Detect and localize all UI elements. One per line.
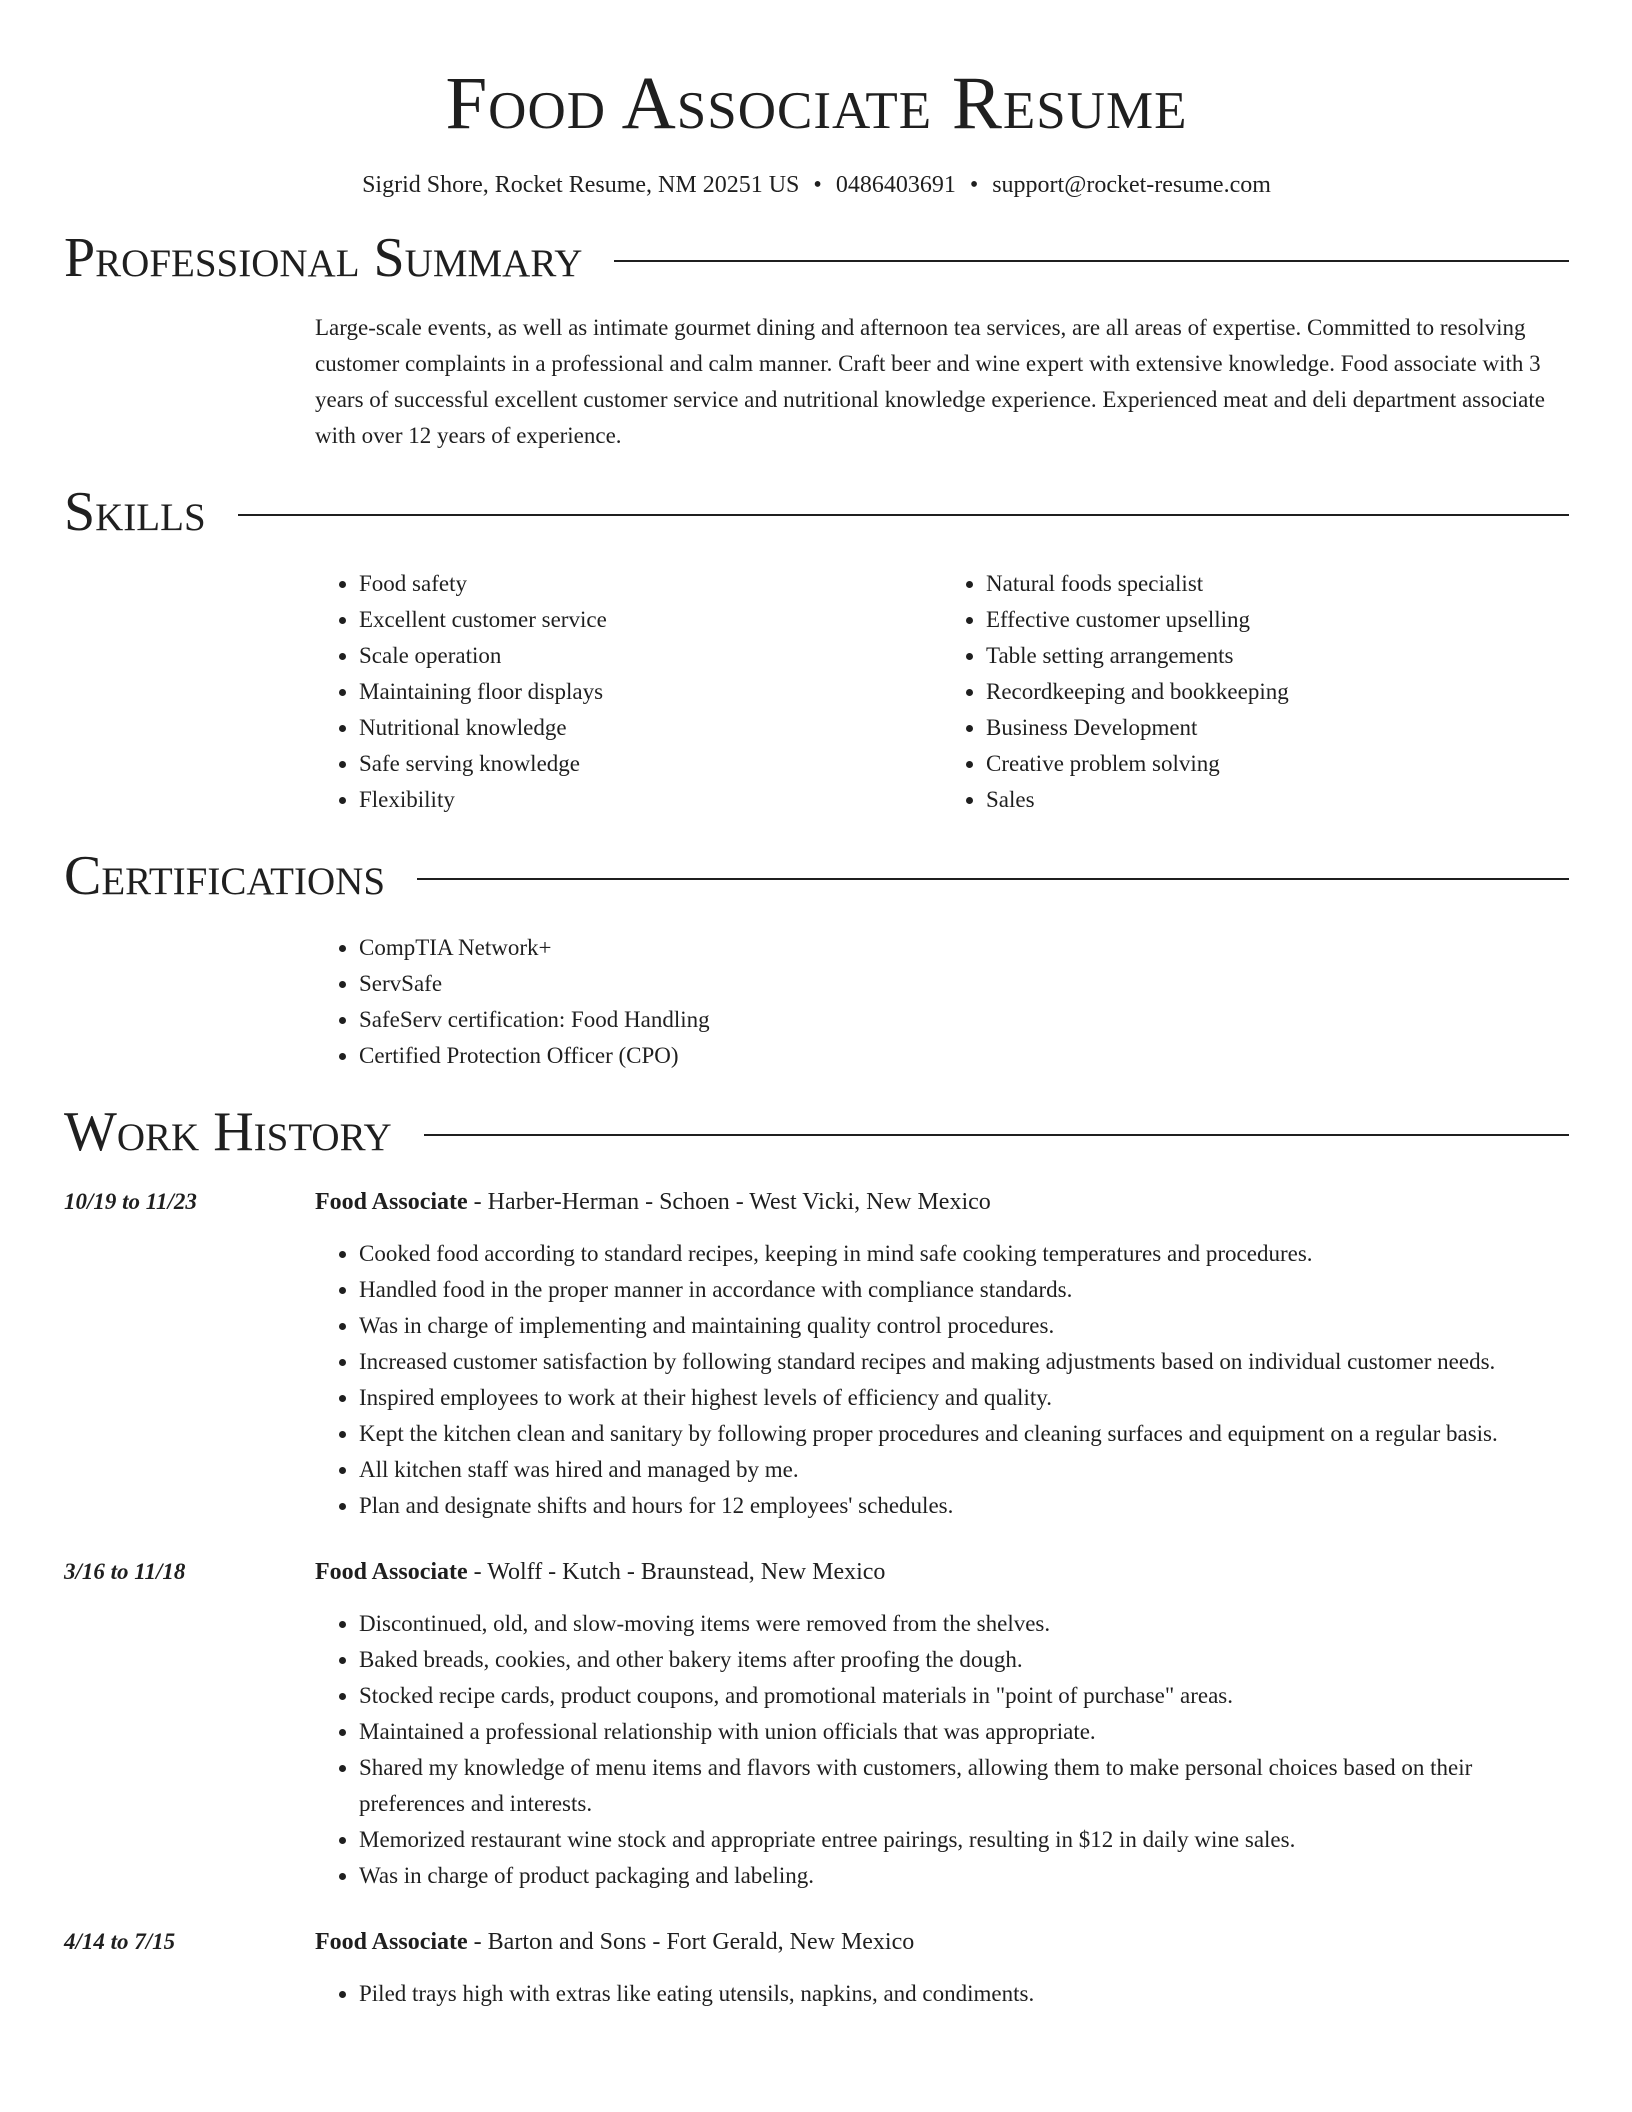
job-dates: 3/16 to 11/18 — [64, 1559, 186, 1584]
job-heading — [315, 1554, 1569, 1590]
job-dates: 10/19 to 11/23 — [64, 1189, 197, 1214]
job-role: Food Associate — [315, 1189, 468, 1215]
job-detail — [315, 1924, 1569, 2012]
job-dates: 4/14 to 7/15 — [64, 1929, 176, 1954]
job-duty-item: • Piled trays high with extras like eating utensils, napkins, and condiments. — [359, 1976, 1569, 2012]
section-divider — [614, 260, 1569, 262]
summary-text: Large-scale events, as well as intimate gourmet dining and afternoon tea services, are all areas of expertise. Committed to resolving customer complaints in a professional and calm manner. Craft beer and wine expert with extensive knowledge. Food associate with 3 years of successful excellent customer service and nutritional knowledge experience. Experienced meat and deli department associate with over 12 years of experience. — [315, 315, 1545, 448]
job-duty-item: • Cooked food according to standard recipes, keeping in mind safe cooking temperatures and procedures. — [359, 1236, 1569, 1272]
skills-list-right — [942, 566, 1569, 818]
skills-grid — [315, 566, 1569, 818]
job-employer-location: - Wolff - Kutch - Braunstead, New Mexico — [467, 1559, 886, 1585]
section-divider — [417, 878, 1569, 880]
skill-item: • Effective customer upselling — [986, 602, 1569, 638]
work-history-list — [64, 1184, 1569, 2012]
section-divider — [424, 1134, 1569, 1136]
skill-item: • Table setting arrangements — [986, 638, 1569, 674]
contact-line — [64, 170, 1569, 200]
job-duty-item: • All kitchen staff was hired and managed by me. — [359, 1452, 1569, 1488]
work-section-header — [64, 1100, 1569, 1164]
job-duty-item: • Discontinued, old, and slow-moving items were removed from the shelves. — [359, 1606, 1569, 1642]
job-detail — [315, 1554, 1569, 1894]
certification-item: • ServSafe — [359, 966, 1569, 1002]
skill-item: • Safe serving knowledge — [359, 746, 942, 782]
contact-phone: 0486403691 — [835, 172, 956, 198]
skills-section-header — [64, 480, 1569, 544]
skill-item: • Recordkeeping and bookkeeping — [986, 674, 1569, 710]
skill-item: • Sales — [986, 782, 1569, 818]
job-duty-item: • Baked breads, cookies, and other bakery items after proofing the dough. — [359, 1642, 1569, 1678]
summary-heading: Professional Summary — [64, 227, 583, 289]
skill-item: • Excellent customer service — [359, 602, 942, 638]
job-duty-item: • Maintained a professional relationship with union officials that was appropriate. — [359, 1714, 1569, 1750]
skill-item: • Creative problem solving — [986, 746, 1569, 782]
skills-list-left — [315, 566, 942, 818]
job-duty-item: • Plan and designate shifts and hours for 12 employees' schedules. — [359, 1488, 1569, 1524]
skill-item: • Scale operation — [359, 638, 942, 674]
job-employer-location: - Harber-Herman - Schoen - West Vicki, New Mexico — [467, 1189, 991, 1215]
skill-item: • Food safety — [359, 566, 942, 602]
contact-separator: • — [969, 172, 979, 198]
job-role: Food Associate — [315, 1929, 468, 1955]
job-entry — [64, 1184, 1569, 1524]
job-entry — [64, 1554, 1569, 1894]
skill-item: • Maintaining floor displays — [359, 674, 942, 710]
job-detail — [315, 1184, 1569, 1524]
certification-item: • SafeServ certification: Food Handling — [359, 1002, 1569, 1038]
job-duty-item: • Inspired employees to work at their highest levels of efficiency and quality. — [359, 1380, 1569, 1416]
contact-separator: • — [813, 172, 822, 198]
skill-item: • Flexibility — [359, 782, 942, 818]
job-duties-list — [315, 1606, 1569, 1894]
job-heading — [315, 1184, 1569, 1220]
skill-item: • Nutritional knowledge — [359, 710, 942, 746]
section-divider — [238, 514, 1569, 516]
certifications-section-header — [64, 844, 1569, 908]
job-duty-item: • Handled food in the proper manner in accordance with compliance standards. — [359, 1272, 1569, 1308]
skills-heading: Skills — [64, 481, 206, 543]
certifications-heading: Certifications — [64, 845, 386, 907]
job-duty-item: • Memorized restaurant wine stock and appropriate entree pairings, resulting in $12 in daily wine sales. — [359, 1822, 1569, 1858]
job-duty-item: • Kept the kitchen clean and sanitary by following proper procedures and cleaning surfaces and equipment on a regular basis. — [359, 1416, 1569, 1452]
resume-title: Food Associate Resume — [445, 62, 1188, 145]
certifications-block — [315, 930, 1569, 1074]
certification-item: • Certified Protection Officer (CPO) — [359, 1038, 1569, 1074]
job-duties-list — [315, 1976, 1569, 2012]
certification-item: • CompTIA Network+ — [359, 930, 1569, 966]
work-heading: Work History — [64, 1101, 392, 1163]
contact-address: Sigrid Shore, Rocket Resume, NM 20251 US — [362, 172, 800, 198]
job-duty-item: • Shared my knowledge of menu items and flavors with customers, allowing them to make personal choices based on their preferences and interests. — [359, 1750, 1569, 1822]
job-heading — [315, 1924, 1569, 1960]
skill-item: • Natural foods specialist — [986, 566, 1569, 602]
skill-item: • Business Development — [986, 710, 1569, 746]
job-employer-location: - Barton and Sons - Fort Gerald, New Mexico — [467, 1929, 915, 1955]
job-role: Food Associate — [315, 1559, 468, 1585]
job-duty-item: • Stocked recipe cards, product coupons, and promotional materials in "point of purchase" areas. — [359, 1678, 1569, 1714]
job-duties-list — [315, 1236, 1569, 1524]
job-duty-item: • Was in charge of implementing and maintaining quality control procedures. — [359, 1308, 1569, 1344]
job-duty-item: • Increased customer satisfaction by following standard recipes and making adjustments based on individual customer needs. — [359, 1344, 1569, 1380]
job-duty-item: • Was in charge of product packaging and labeling. — [359, 1858, 1569, 1894]
job-entry — [64, 1924, 1569, 2012]
summary-section-header — [64, 226, 1569, 290]
contact-email: support@rocket-resume.com — [992, 172, 1271, 198]
certifications-list — [315, 930, 1569, 1074]
